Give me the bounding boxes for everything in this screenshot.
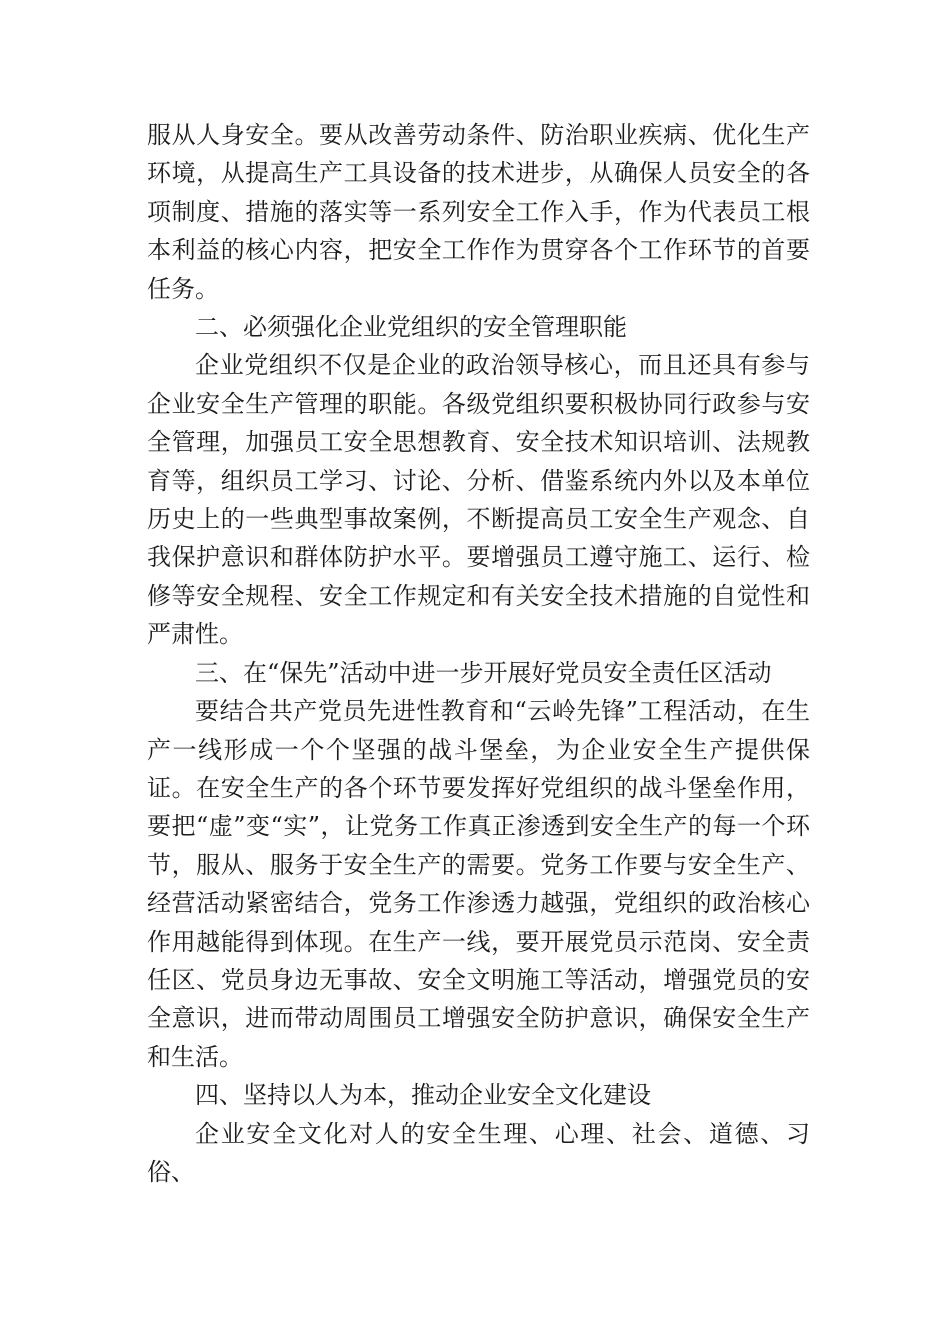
body-paragraph: 要结合共产党员先进性教育和“云岭先锋”工程活动，在生产一线形成一个个坚强的战斗堡垒，为企业安全生产提供保证。在安全生产的各个环节要发挥好党组织的战斗堡垒作用，要把“虚”变“实”，让党务工作真正渗透到安全生产的每一个环节，服从、服务于安全生产的需要。党务工作要与安全生产、经营活动紧密结合，党务工作渗透力越强，党组织的政治核心作用越能得到体现。在生产一线，要开展党员示范岗、安全责任区、党员身边无事故、安全文明施工等活动，增强党员的安全意识，进而带动周围员工增强安全防护意识，确保安全生产和生活。 [147,697,810,1071]
body-paragraph: 企业安全文化对人的安全生理、心理、社会、道德、习俗、 [147,1119,810,1186]
body-paragraph: 企业党组织不仅是企业的政治领导核心，而且还具有参与企业安全生产管理的职能。各级党组织要积极协同行政参与安全管理，加强员工安全思想教育、安全技术知识培训、法规教育等，组织员工学习、讨论、分析、借鉴系统内外以及本单位历史上的一些典型事故案例，不断提高员工安全生产观念、自我保护意识和群体防护水平。要增强员工遵守施工、运行、检修等安全规程、安全工作规定和有关安全技术措施的自觉性和严肃性。 [147,351,810,649]
section-heading-3: 三、在“保先”活动中进一步开展好党员安全责任区活动 [195,658,772,687]
section-heading-4: 四、坚持以人为本，推动企业安全文化建设 [195,1081,651,1110]
section-heading-2: 二、必须强化企业党组织的安全管理职能 [195,313,627,342]
document-body [147,116,810,1191]
body-paragraph-continued: 服从人身安全。要从改善劳动条件、防治职业疾病、优化生产环境，从提高生产工具设备的技术进步，从确保人员安全的各项制度、措施的落实等一系列安全工作入手，作为代表员工根本利益的核心内容，把安全工作作为贯穿各个工作环节的首要任务。 [147,121,810,303]
